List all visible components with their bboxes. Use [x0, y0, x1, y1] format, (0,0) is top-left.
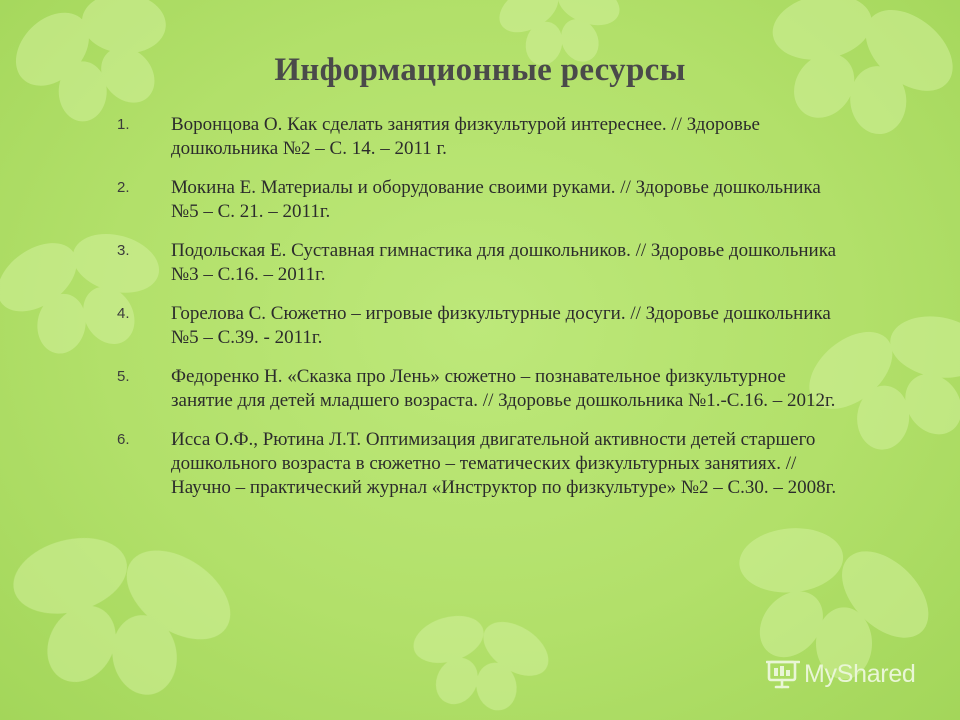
list-item-number: 2. — [117, 179, 130, 196]
list-item — [117, 176, 837, 224]
list-item-text: Подольская Е. Суставная гимнастика для дошкольников. // Здоровье дошкольника №3 – С.16. – 2011г. — [171, 240, 837, 285]
list-item-text: Мокина Е. Материалы и оборудование своими руками. // Здоровье дошкольника №5 – С. 21. – 2011г. — [171, 177, 821, 222]
list-item — [117, 113, 837, 161]
presentation-board-icon — [766, 658, 800, 690]
myshared-watermark — [766, 656, 926, 692]
slide-title: Информационные ресурсы — [274, 52, 686, 88]
list-item-number: 1. — [117, 116, 130, 133]
watermark-text: MyShared — [804, 659, 916, 688]
list-item-number: 6. — [117, 431, 130, 448]
list-item — [117, 239, 837, 287]
list-item-number: 5. — [117, 368, 130, 385]
list-item-text: Воронцова О. Как сделать занятия физкультурой интереснее. // Здоровье дошкольника №2 – С. 14. – 2011 г. — [171, 114, 760, 159]
list-item-text: Федоренко Н. «Сказка про Лень» сюжетно – познавательное физкультурное занятие для детей младшего возраста. // Здоровье дошкольника №1.-С.16. – 2012г. — [171, 366, 836, 411]
list-item-text: Горелова С. Сюжетно – игровые физкультурные досуги. // Здоровье дошкольника №5 – С.39. - 2011г. — [171, 303, 831, 348]
list-item — [117, 428, 837, 500]
list-item — [117, 302, 837, 350]
resources-list — [117, 113, 837, 515]
list-item — [117, 365, 837, 413]
list-item-number: 3. — [117, 242, 130, 259]
list-item-number: 4. — [117, 305, 130, 322]
list-item-text: Исса О.Ф., Рютина Л.Т. Оптимизация двигательной активности детей старшего дошкольного возраста в сюжетно – тематических физкультурных занятиях. // Научно – практический журнал «Инструктор по физкультуре» №2 – С.30. – 2008г. — [171, 429, 837, 498]
